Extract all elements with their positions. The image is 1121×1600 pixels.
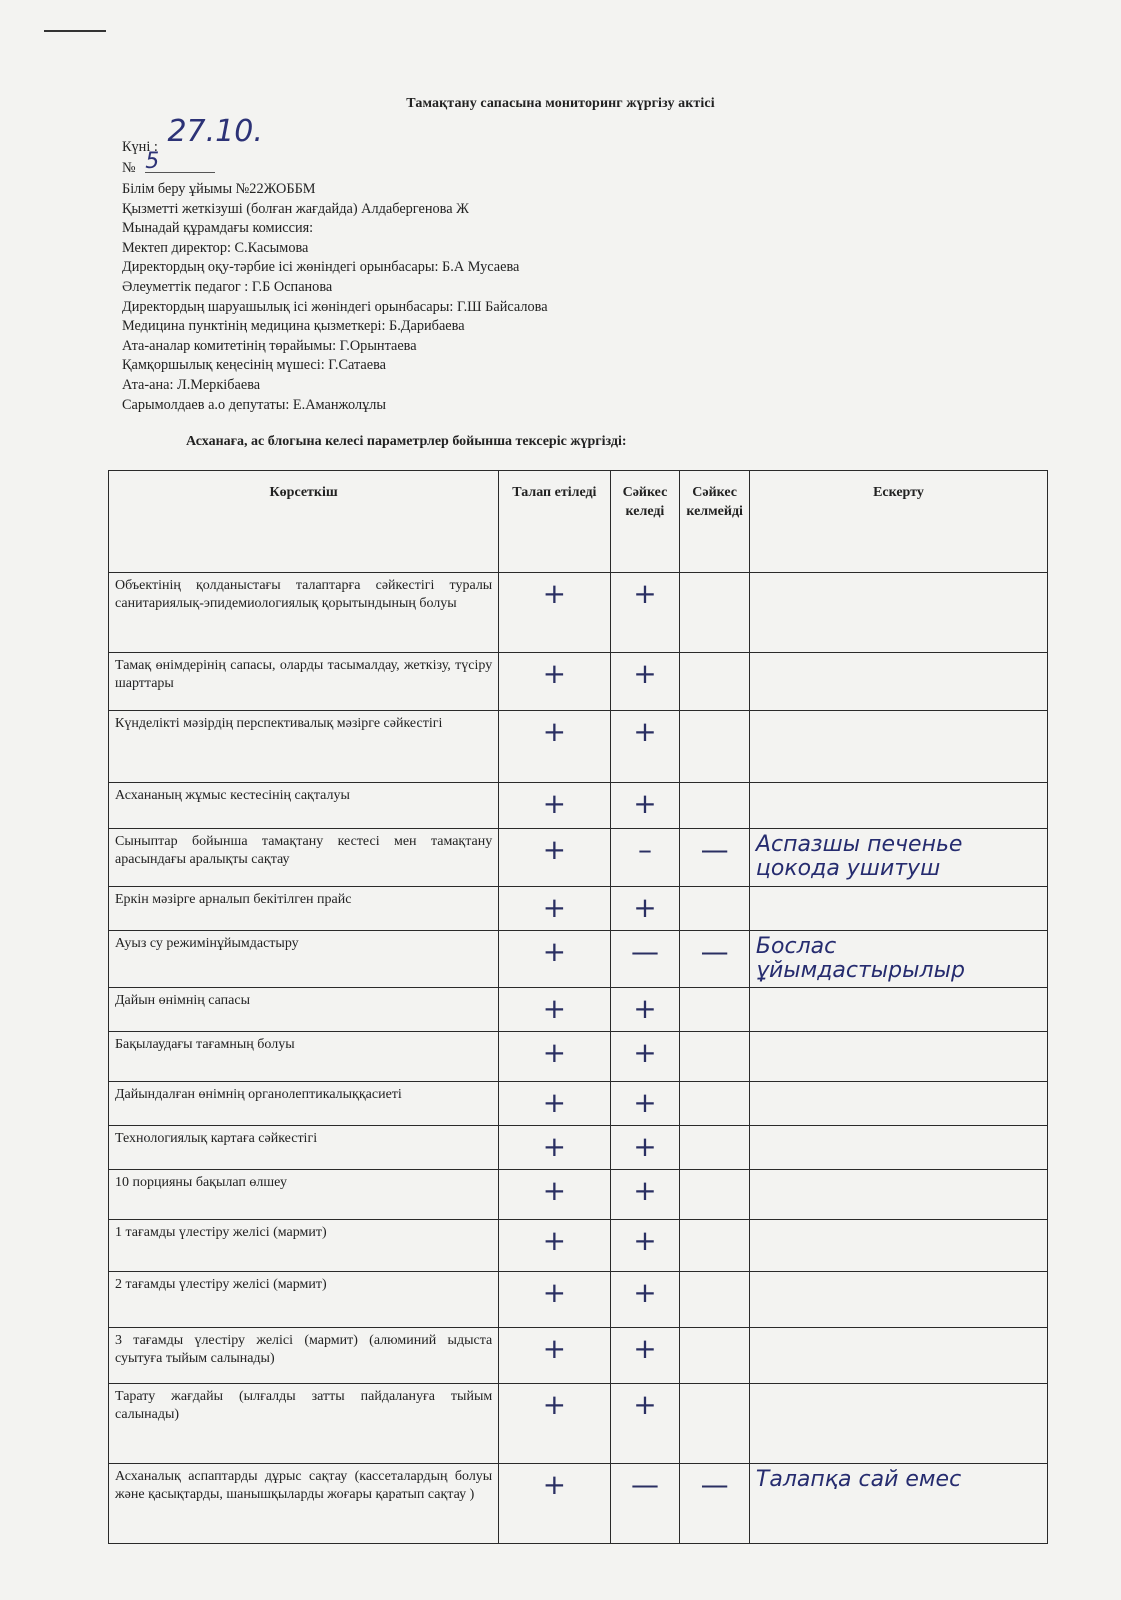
compliant-mark: + bbox=[610, 783, 680, 829]
info-line: Директордың шаруашылық ісі жөніндегі орынбасары: Г.Ш Байсалова bbox=[122, 298, 548, 315]
info-line: Ата-ана: Л.Меркібаева bbox=[122, 376, 261, 393]
noncompliant-mark: — bbox=[680, 1464, 750, 1544]
indicator-cell: 3 тағамды үлестіру желісі (мармит) (алюминий ыдыста суытуға тыйым салынады) bbox=[109, 1328, 499, 1384]
required-mark: + bbox=[499, 1328, 610, 1384]
compliant-mark: + bbox=[610, 711, 680, 783]
compliant-mark: + bbox=[610, 988, 680, 1032]
required-mark: + bbox=[499, 931, 610, 988]
noncompliant-mark bbox=[680, 711, 750, 783]
required-mark: + bbox=[499, 1082, 610, 1126]
info-line: Сарымолдаев а.о депутаты: Е.Аманжолұлы bbox=[122, 396, 387, 413]
indicator-cell: Күнделікті мәзірдің перспективалық мәзірге сәйкестігі bbox=[109, 711, 499, 783]
info-line: Ата-аналар комитетінің төрайымы: Г.Орынтаева bbox=[122, 337, 417, 354]
compliant-mark: + bbox=[610, 1170, 680, 1220]
compliant-mark: — bbox=[610, 1464, 680, 1544]
compliant-mark: + bbox=[610, 653, 680, 711]
note-cell bbox=[749, 1384, 1047, 1464]
table-row bbox=[109, 1032, 1048, 1082]
note-cell: Талапқа сай емес bbox=[749, 1464, 1047, 1544]
table-header-row bbox=[109, 471, 1048, 573]
indicator-cell: Еркін мәзірге арналып бекітілген прайс bbox=[109, 887, 499, 931]
required-mark: + bbox=[499, 1220, 610, 1272]
document-title: Тамақтану сапасына мониторинг жүргізу актісі bbox=[406, 96, 715, 111]
noncompliant-mark bbox=[680, 1170, 750, 1220]
compliant-mark: + bbox=[610, 887, 680, 931]
info-block bbox=[122, 114, 548, 415]
note-cell bbox=[749, 1272, 1047, 1328]
info-line: Мынадай құрамдағы комиссия: bbox=[122, 220, 314, 237]
indicator-cell: Ауыз су режимінұйымдастыру bbox=[109, 931, 499, 988]
required-mark: + bbox=[499, 573, 610, 653]
table-row bbox=[109, 988, 1048, 1032]
header-indicator: Көрсеткіш bbox=[109, 471, 499, 573]
section-subtitle: Асханаға, ас блогына келесі параметрлер бойынша тексеріс жүргізді: bbox=[186, 434, 627, 449]
table-row bbox=[109, 783, 1048, 829]
note-cell bbox=[749, 711, 1047, 783]
info-lines bbox=[122, 180, 548, 415]
note-cell bbox=[749, 1170, 1047, 1220]
noncompliant-mark bbox=[680, 653, 750, 711]
indicator-cell: Асхананың жұмыс кестесінің сақталуы bbox=[109, 783, 499, 829]
required-mark: + bbox=[499, 1032, 610, 1082]
table-row bbox=[109, 887, 1048, 931]
indicator-cell: 2 тағамды үлестіру желісі (мармит) bbox=[109, 1272, 499, 1328]
indicator-cell: Тамақ өнімдерінің сапасы, оларды тасымалдау, жеткізу, түсіру шарттары bbox=[109, 653, 499, 711]
top-dash-mark bbox=[44, 30, 106, 32]
number-label: № bbox=[122, 160, 136, 176]
note-cell bbox=[749, 1328, 1047, 1384]
required-mark: + bbox=[499, 1384, 610, 1464]
info-line: Директордың оқу-тәрбие ісі жөніндегі орынбасары: Б.А Мусаева bbox=[122, 259, 520, 276]
info-line: Білім беру ұйымы №22ЖОББМ bbox=[122, 181, 316, 197]
note-cell bbox=[749, 573, 1047, 653]
required-mark: + bbox=[499, 711, 610, 783]
required-mark: + bbox=[499, 653, 610, 711]
note-cell bbox=[749, 1082, 1047, 1126]
indicator-cell: Дайындалған өнімнің органолептикалыққасиеті bbox=[109, 1082, 499, 1126]
compliant-mark: + bbox=[610, 1220, 680, 1272]
table-row bbox=[109, 1384, 1048, 1464]
table-row bbox=[109, 1220, 1048, 1272]
noncompliant-mark bbox=[680, 988, 750, 1032]
info-line: Медицина пунктінің медицина қызметкері: Б.Дарибаева bbox=[122, 318, 465, 335]
compliant-mark: – bbox=[610, 829, 680, 887]
compliant-mark: + bbox=[610, 1032, 680, 1082]
note-cell bbox=[749, 653, 1047, 711]
date-label: Күні : bbox=[122, 139, 158, 155]
required-mark: + bbox=[499, 1272, 610, 1328]
required-mark: + bbox=[499, 988, 610, 1032]
required-mark: + bbox=[499, 1126, 610, 1170]
noncompliant-mark: — bbox=[680, 829, 750, 887]
indicator-cell: Дайын өнімнің сапасы bbox=[109, 988, 499, 1032]
indicator-cell: Тарату жағдайы (ылғалды затты пайдалануға тыйым салынады) bbox=[109, 1384, 499, 1464]
noncompliant-mark bbox=[680, 783, 750, 829]
header-compliant: Сәйкес келеді bbox=[610, 471, 680, 573]
compliant-mark: + bbox=[610, 1384, 680, 1464]
noncompliant-mark bbox=[680, 1126, 750, 1170]
noncompliant-mark bbox=[680, 887, 750, 931]
required-mark: + bbox=[499, 1170, 610, 1220]
table-row bbox=[109, 1272, 1048, 1328]
indicator-cell: Технологиялық картаға сәйкестігі bbox=[109, 1126, 499, 1170]
note-cell bbox=[749, 887, 1047, 931]
compliant-mark: + bbox=[610, 1328, 680, 1384]
noncompliant-mark bbox=[680, 573, 750, 653]
noncompliant-mark bbox=[680, 1384, 750, 1464]
info-line: Қызметті жеткізуші (болған жағдайда) Алдабергенова Ж bbox=[122, 200, 469, 217]
required-mark: + bbox=[499, 1464, 610, 1544]
table-row bbox=[109, 829, 1048, 887]
header-required: Талап етіледі bbox=[499, 471, 610, 573]
noncompliant-mark: — bbox=[680, 931, 750, 988]
noncompliant-mark bbox=[680, 1272, 750, 1328]
indicator-cell: Сыныптар бойынша тамақтану кестесі мен тамақтану арасындағы аралықты сақтау bbox=[109, 829, 499, 887]
note-cell bbox=[749, 1220, 1047, 1272]
note-cell: Аспазшы печенье цокода ушитуш bbox=[749, 829, 1047, 887]
indicator-cell: 1 тағамды үлестіру желісі (мармит) bbox=[109, 1220, 499, 1272]
table-row bbox=[109, 711, 1048, 783]
table-body bbox=[109, 573, 1048, 1544]
table-row bbox=[109, 1170, 1048, 1220]
compliant-mark: + bbox=[610, 1082, 680, 1126]
number-line bbox=[122, 149, 548, 180]
note-cell bbox=[749, 1032, 1047, 1082]
noncompliant-mark bbox=[680, 1328, 750, 1384]
table-row bbox=[109, 931, 1048, 988]
note-cell bbox=[749, 988, 1047, 1032]
required-mark: + bbox=[499, 783, 610, 829]
noncompliant-mark bbox=[680, 1220, 750, 1272]
indicator-cell: 10 порцияны бақылап өлшеу bbox=[109, 1170, 499, 1220]
info-line: Әлеуметтік педагог : Г.Б Оспанова bbox=[122, 278, 333, 295]
table-row bbox=[109, 1082, 1048, 1126]
indicator-cell: Объектінің қолданыстағы талаптарға сәйкестігі туралы санитариялық-эпидемиологиялық қорытындының болуы bbox=[109, 573, 499, 653]
indicator-cell: Асханалық аспаптарды дұрыс сақтау (кассеталардың болуы және қасықтарды, шанышқыларды жоғары қаратып сақтау ) bbox=[109, 1464, 499, 1544]
table-row bbox=[109, 1464, 1048, 1544]
compliant-mark: + bbox=[610, 1272, 680, 1328]
note-cell bbox=[749, 783, 1047, 829]
table-row bbox=[109, 573, 1048, 653]
compliant-mark: + bbox=[610, 1126, 680, 1170]
info-line: Мектеп директор: С.Касымова bbox=[122, 239, 309, 256]
table-row bbox=[109, 1328, 1048, 1384]
noncompliant-mark bbox=[680, 1082, 750, 1126]
header-note: Ескерту bbox=[749, 471, 1047, 573]
header-noncompliant: Сәйкес келмейді bbox=[680, 471, 750, 573]
number-value: 5 bbox=[145, 152, 215, 173]
inspection-table bbox=[108, 470, 1048, 1544]
table-row bbox=[109, 1126, 1048, 1170]
note-cell bbox=[749, 1126, 1047, 1170]
compliant-mark: + bbox=[610, 573, 680, 653]
noncompliant-mark bbox=[680, 1032, 750, 1082]
required-mark: + bbox=[499, 829, 610, 887]
date-value: 27.10. bbox=[167, 114, 263, 149]
indicator-cell: Бақылаудағы тағамның болуы bbox=[109, 1032, 499, 1082]
note-cell: Бослас ұйымдастырылыр bbox=[749, 931, 1047, 988]
required-mark: + bbox=[499, 887, 610, 931]
table-row bbox=[109, 653, 1048, 711]
compliant-mark: — bbox=[610, 931, 680, 988]
info-line: Қамқоршылық кеңесінің мүшесі: Г.Сатаева bbox=[122, 357, 387, 374]
